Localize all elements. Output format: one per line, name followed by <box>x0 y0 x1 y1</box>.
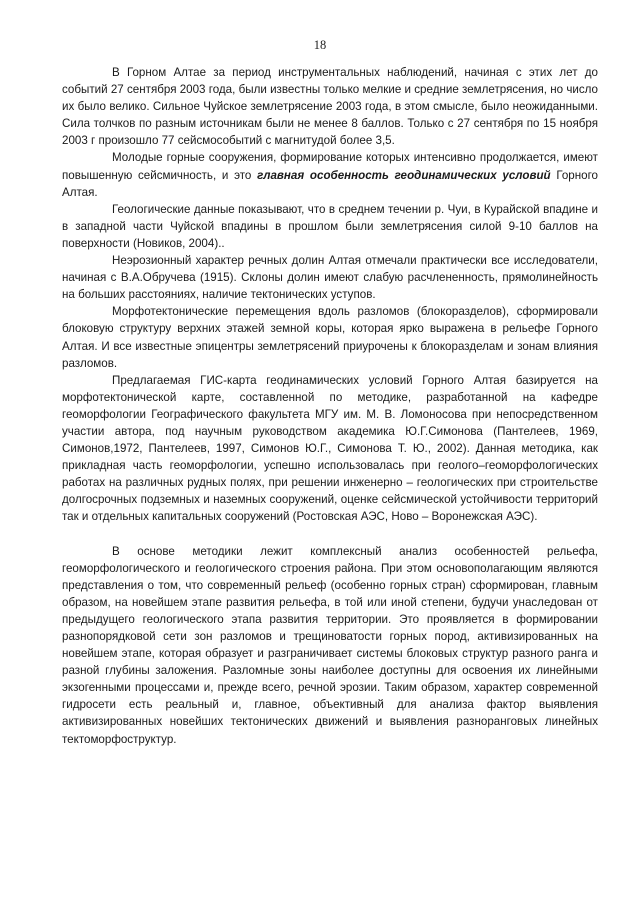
page-number: 18 <box>313 38 327 52</box>
emphasized-text: главная особенность геодинамических условий <box>257 168 551 182</box>
paragraph-young-mountains <box>62 149 598 200</box>
paragraph-instrumental-observations: В Горном Алтае за период инструментальных наблюдений, начиная с этих лет до событий 27 сентября 2003 года, были известны только мелкие и средние землетрясения, но число их было велико. Сильное Чуйское землетрясение 2003 года, в этом смысле, было неожиданными. Сила толчков по разным источникам были не менее 8 баллов. Только с 27 сентября по 15 ноября 2003 г произошло 77 сейсмособытий с магнитудой более 3,5. <box>62 66 598 148</box>
body-text <box>62 64 598 748</box>
paragraph-geological-data: Геологические данные показывают, что в среднем течении р. Чуи, в Курайской впадине и в западной части Чуйской впадины в прошлом были землетрясения силой 9-10 баллов на поверхности (Новиков, 2004).. <box>62 202 598 250</box>
paragraph-method-basis: В основе методики лежит комплексный анализ особенностей рельефа, геоморфологического и геологического строения района. При этом основополагающим являются представления о том, что современный рельеф (особенно горных стран) сформирован, главным образом, на новейшем этапе развития рельефа, в той или иной степени, будучи унаследован от предыдущего геологического этапа развития территории. Это проявляется в формировании разнопорядковой сети зон разломов и трещиноватости горных пород, активизированных на новейшем этапе, которая образует и разграничивает системы блоковых структур разного ранга и разной глубины заложения. Разломные зоны наиболее доступны для освоения их линейными экзогенными процессами и, прежде всего, речной эрозии. Таким образом, характер современной гидросети есть реальный и, главное, объективный для анализа фактор выявления активизированных новейших тектонических движений и выявления разноранговых линейных тектоморфоструктур. <box>62 544 598 746</box>
paragraph-river-valleys: Неэрозионный характер речных долин Алтая отмечали практически все исследователи, начиная с В.А.Обручева (1915). Склоны долин имеют слабую расчлененность, прямолинейность на больших расстояниях, наличие тектонических уступов. <box>62 254 598 302</box>
paragraph-gis-map: Предлагаемая ГИС-карта геодинамических условий Горного Алтая базируется на морфотектонической карте, составленной по методике, разработанной на кафедре геоморфологии Географического факультета МГУ им. М. В. Ломоносова при непосредственном участии автора, под научным руководством академика Ю.Г.Симонова (Пантелеев, 1969, Симонов,1972, Пантелеев, 1997, Симонов Ю.Г., Симонова Т. Ю., 2002). Данная методика, как прикладная часть геоморфологии, успешно использовалась при геолого–геоморфологических работах на различных рудных полях, при решении инженерно – геологических при строительстве долгосрочных подземных и наземных сооружений, оценке сейсмической устойчивости территорий так и отдельных капитальных сооружений (Ростовская АЭС, Ново – Воронежская АЭС). <box>62 373 598 524</box>
paragraph-text: Горного Алтая. <box>62 168 598 199</box>
paragraph-text: Молодые горные сооружения, формирование которых интенсивно продолжается, имеют повышенную сейсмичность, и это <box>62 151 598 182</box>
paragraph-morphotectonic-movements: Морфотектонические перемещения вдоль разломов (блокоразделов), сформировали блоковую структуру верхних этажей земной коры, которая ярко выражена в рельефе Горного Алтая. И все известные эпицентры землетрясений приурочены к блокоразделам и зонам влияния разломов. <box>62 305 598 370</box>
